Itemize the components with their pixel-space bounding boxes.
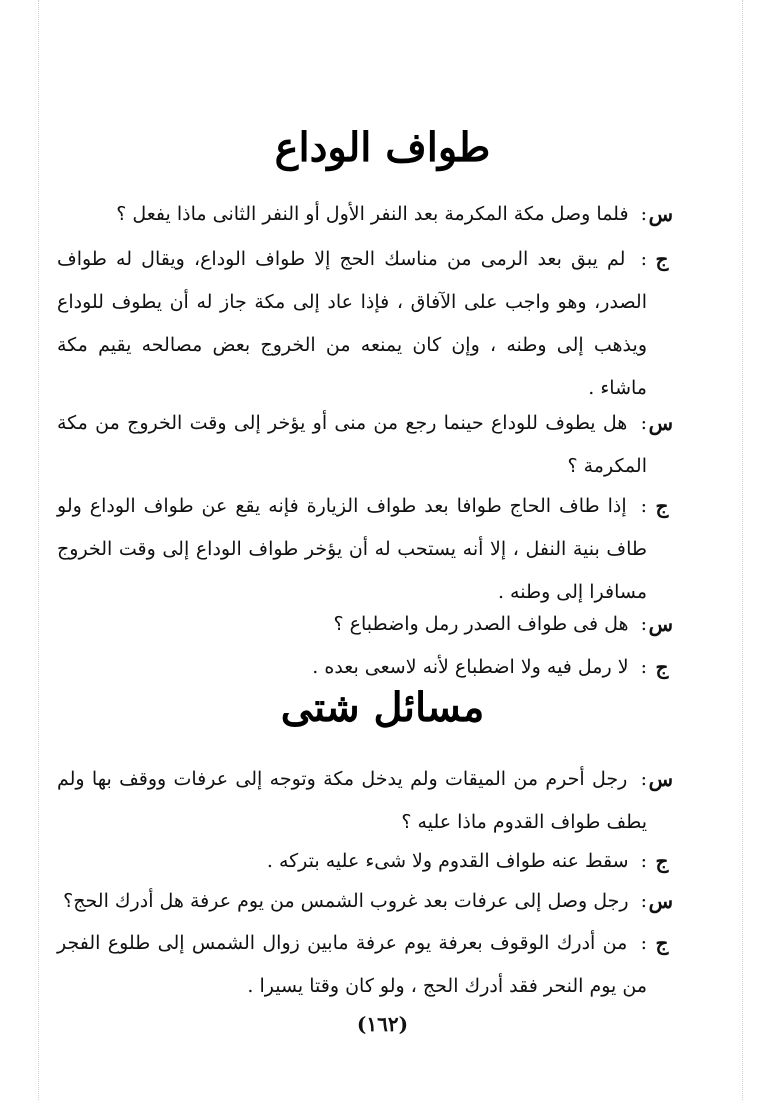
label-colon: : bbox=[640, 203, 647, 225]
question-3 bbox=[57, 603, 673, 646]
question-text: فلما وصل مكة المكرمة بعد النفر الأول أو النفر الثانى ماذا يفعل ؟ bbox=[116, 203, 629, 225]
question-1 bbox=[57, 193, 673, 236]
answer-label: ج bbox=[655, 494, 669, 518]
question-5 bbox=[57, 880, 673, 923]
label-colon: : bbox=[640, 850, 647, 872]
question-text: رجل أحرم من الميقات ولم يدخل مكة وتوجه إلى عرفات ووقف بها ولم يطف طواف القدوم ماذا عليه ؟ bbox=[57, 768, 647, 833]
answer-4 bbox=[57, 840, 669, 883]
answer-label: ج bbox=[655, 247, 669, 271]
answer-label: ج bbox=[655, 849, 669, 873]
answer-text: لا رمل فيه ولا اضطباع لأنه لاسعى بعده . bbox=[312, 656, 629, 678]
answer-text: إذا طاف الحاج طوافا بعد طواف الزيارة فإنه يقع عن طواف الوداع ولو طاف بنية النفل ، إلا أنه يستحب له أن يؤخر طواف الوداع إلى وقت الخروج مسافرا إلى وطنه . bbox=[57, 495, 647, 603]
question-label: س bbox=[648, 889, 673, 913]
question-label: س bbox=[648, 767, 673, 791]
question-label: س bbox=[648, 612, 673, 636]
question-text: هل يطوف للوداع حينما رجع من منى أو يؤخر إلى وقت الخروج من مكة المكرمة ؟ bbox=[57, 412, 647, 477]
answer-label: ج bbox=[655, 655, 669, 679]
label-colon: : bbox=[640, 890, 647, 912]
page-number: (١٦٢) bbox=[356, 1012, 409, 1036]
question-text: رجل وصل إلى عرفات بعد غروب الشمس من يوم عرفة هل أدرك الحج؟ bbox=[63, 890, 629, 912]
answer-1 bbox=[57, 238, 669, 410]
label-colon: : bbox=[640, 613, 647, 635]
answer-5 bbox=[57, 922, 669, 1008]
question-text: هل فى طواف الصدر رمل واضطباع ؟ bbox=[333, 613, 629, 635]
section-heading-farewell-tawaf: طواف الوداع bbox=[274, 124, 491, 171]
label-colon: : bbox=[640, 768, 647, 790]
question-label: س bbox=[648, 411, 673, 435]
question-label: س bbox=[648, 202, 673, 226]
answer-text: من أدرك الوقوف بعرفة يوم عرفة مابين زوال الشمس إلى طلوع الفجر من يوم النحر فقد أدرك الحج ، ولو كان وقتا يسيرا . bbox=[57, 932, 647, 997]
question-4 bbox=[57, 758, 673, 844]
answer-label: ج bbox=[655, 931, 669, 955]
answer-text: لم يبق بعد الرمى من مناسك الحج إلا طواف الوداع، ويقال له طواف الصدر، وهو واجب على الآفاق ، فإذا عاد إلى مكة جاز له أن يطوف للوداع ويذهب إلى وطنه ، وإن كان يمنعه من الخروج بعض مصالحه يقيم مكة ماشاء . bbox=[57, 248, 647, 399]
answer-text: سقط عنه طواف القدوم ولا شىء عليه بتركه . bbox=[266, 850, 629, 872]
label-colon: : bbox=[640, 412, 647, 434]
answer-2 bbox=[57, 485, 669, 614]
question-2 bbox=[57, 402, 673, 488]
section-heading-misc-issues: مسائل شتى bbox=[280, 684, 485, 731]
label-colon: : bbox=[640, 656, 647, 678]
label-colon: : bbox=[640, 495, 647, 517]
label-colon: : bbox=[640, 932, 647, 954]
label-colon: : bbox=[640, 248, 647, 270]
